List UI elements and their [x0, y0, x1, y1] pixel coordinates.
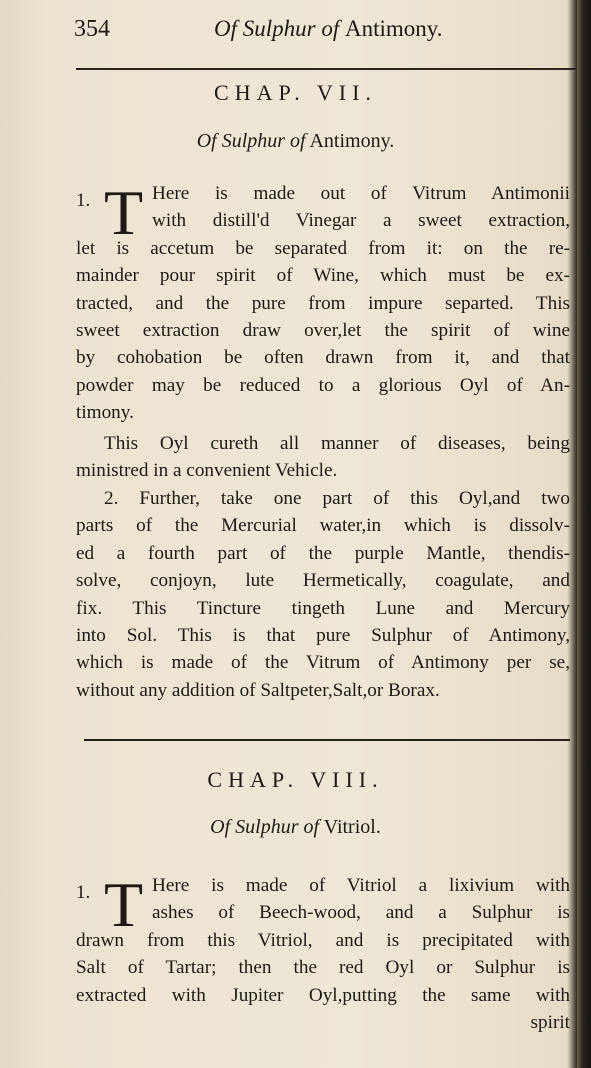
running-title [214, 16, 443, 42]
chapter-8-heading: CHAP. VIII. [207, 767, 384, 792]
text-line: 2. Further, take one part of this Oyl,and two [104, 488, 570, 509]
text-line: ashes of Beech-wood, and a Sulphur is [152, 902, 570, 924]
chapter-8-paragraph-1-number: 1. [76, 882, 91, 903]
chapter-7-subtitle [0, 130, 591, 153]
chapter-7-drop-cap: T [104, 177, 144, 248]
text-line: parts of the Mercurial water,in which is dissolv- [76, 515, 570, 537]
chapter-8-paragraph-1 [76, 869, 570, 1036]
text-line: let is accetum be separated from it: on the re- [76, 237, 570, 259]
text-line: fix. This Tincture tingeth Lune and Mercury [76, 597, 570, 619]
running-title-italic: Of Sulphur [214, 16, 316, 41]
text-line: drawn from this Vitriol, and is precipitated with [76, 929, 570, 951]
header-rule [76, 68, 576, 70]
text-line: This Oyl cureth all manner of diseases, being [104, 433, 570, 454]
chapter-7-paragraph-1 [76, 177, 570, 427]
chapter-7-subtitle-rest: Antimony. [305, 130, 395, 152]
chapter-7-paragraph-2 [76, 430, 570, 485]
text-line: timony. [76, 402, 134, 424]
book-gutter [577, 0, 591, 1068]
chapter-8-subtitle-rest: Vitriol. [319, 816, 381, 838]
text-line: mainder pour spirit of Wine, which must be ex- [76, 265, 570, 287]
text-line: solve, conjoyn, lute Hermetically, coagulate, and [76, 570, 570, 592]
text-line: tracted, and the pure from impure separted. This [76, 292, 570, 314]
text-line: powder may be reduced to a glorious Oyl of An- [76, 374, 570, 396]
text-line: Here is made of Vitriol a lixivium with [152, 875, 570, 896]
chapter-8-subtitle [0, 816, 591, 839]
text-line: by cohobation be often drawn from it, and that [76, 347, 570, 369]
chapter-7-subtitle-italic: Of Sulphur of [196, 130, 306, 152]
chapter-8-subtitle-italic: Of Sulphur of [210, 816, 320, 838]
text-line: sweet extraction draw over,let the spirit of wine [76, 320, 570, 342]
text-line: without any addition of Saltpeter,Salt,or Borax. [76, 679, 440, 701]
chapter-7-paragraph-1-number: 1. [76, 190, 91, 211]
text-line: with distill'd Vinegar a sweet extraction, [152, 210, 570, 232]
running-title-of: of [315, 16, 345, 41]
chapter-8-drop-cap: T [104, 869, 144, 940]
running-head [74, 16, 574, 46]
text-line: Salt of Tartar; then the red Oyl or Sulphur is [76, 957, 570, 979]
chapter-7-heading: CHAP. VII. [214, 80, 377, 105]
running-title-rest: Antimony. [344, 16, 443, 41]
text-line: ministred in a convenient Vehicle. [76, 460, 338, 482]
chapter-divider-rule [84, 739, 570, 741]
text-line: which is made of the Vitrum of Antimony per se, [76, 652, 570, 674]
chapter-7-paragraph-3 [76, 485, 570, 704]
text-line: into Sol. This is that pure Sulphur of Antimony, [76, 625, 570, 647]
page-number: 354 [74, 16, 110, 42]
text-line: ed a fourth part of the purple Mantle, thendis- [76, 542, 570, 564]
text-line: extracted with Jupiter Oyl,putting the same with [76, 984, 570, 1006]
catchword: spirit [530, 1012, 570, 1034]
text-line: Here is made out of Vitrum Antimonii [152, 183, 570, 204]
